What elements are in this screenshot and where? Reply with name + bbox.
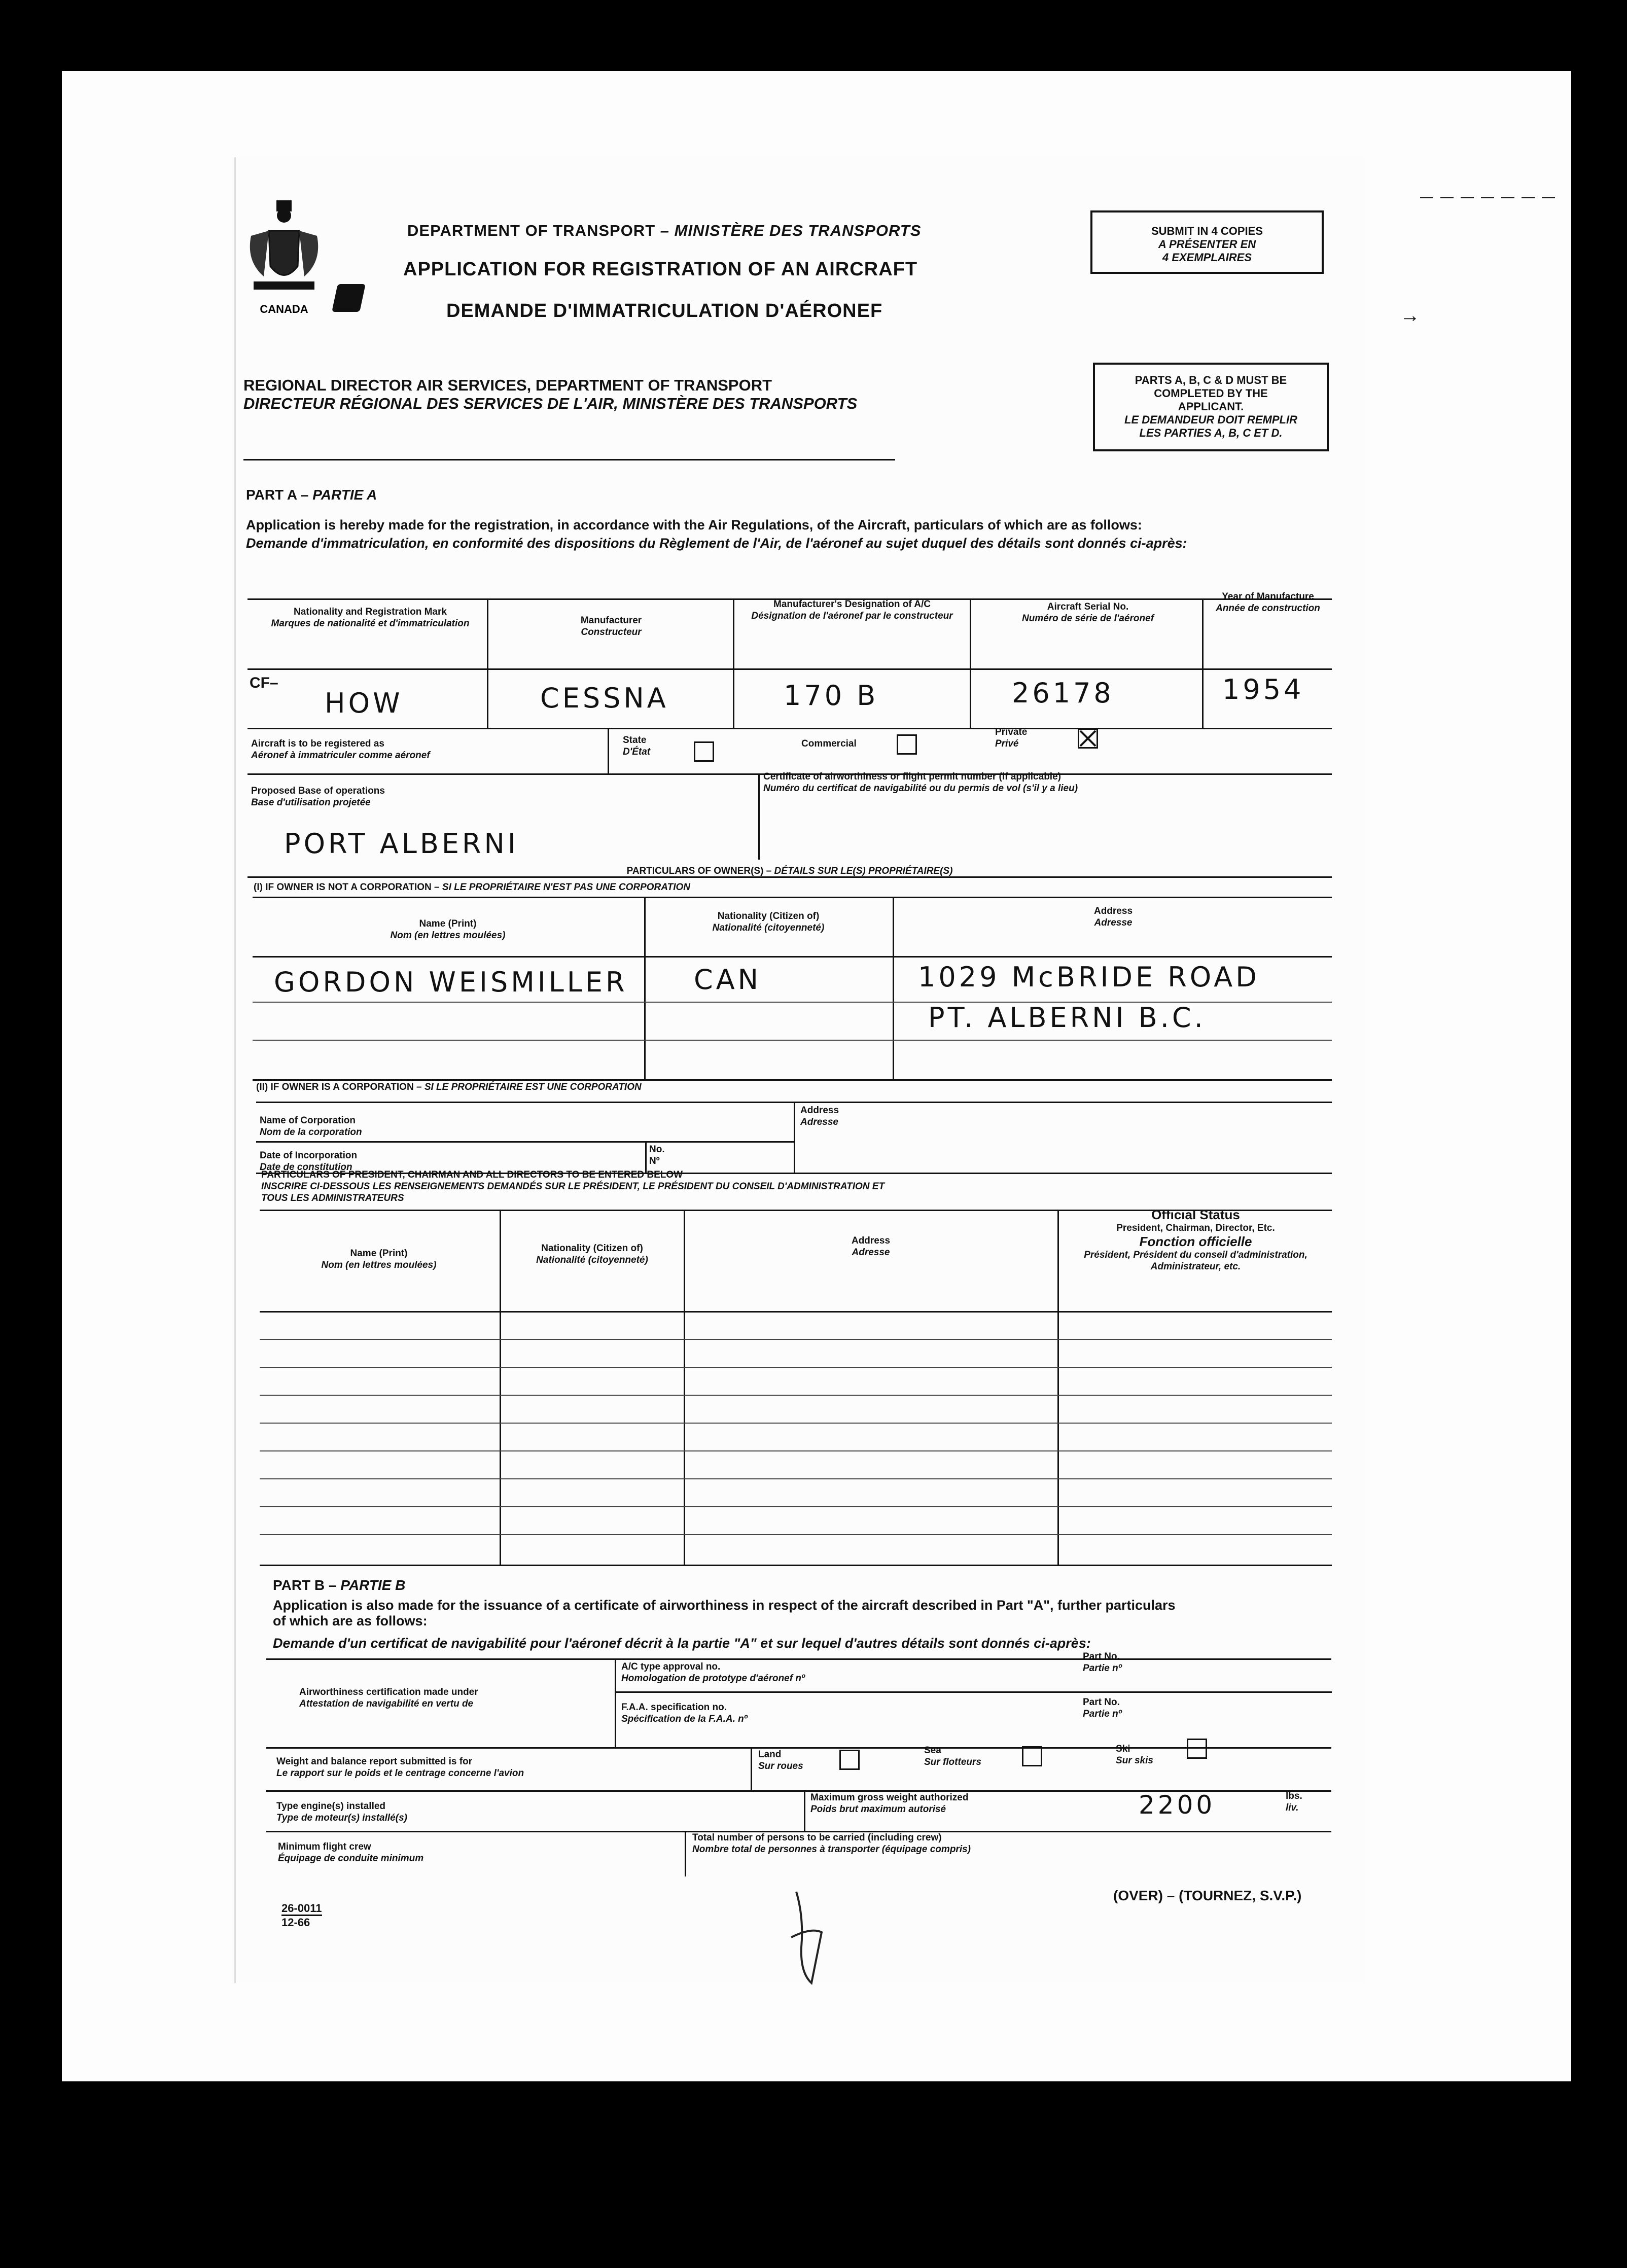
owner-name-header: Name (Print) Nom (en lettres moulées) [390,918,506,941]
part-a-intro-en: Application is hereby made for the registration, in accordance with the Air Regulations, of the Aircraft, particulars of which are as follows: [246,517,1142,533]
parts-instruction-box: PARTS A, B, C & D MUST BE COMPLETED BY THE APPLICANT. LE DEMANDEUR DOIT REMPLIR LES PARTIES A, B, C ET D. [1093,363,1329,451]
land-label: Land Sur roues [758,1749,803,1771]
no-label: No. Nº [649,1144,665,1166]
engine-label: Type engine(s) installed Type de moteur(s) installé(s) [276,1801,407,1823]
owner-nationality-header: Nationality (Citizen of) Nationalité (citoyenneté) [712,911,825,933]
form-title-fr: DEMANDE D'IMMATRICULATION D'AÉRONEF [446,300,883,322]
col-serial: Aircraft Serial No. Numéro de série de l'aéronef [1021,601,1154,624]
certificate-label: Certificate of airworthiness or flight permit number (if applicable) Numéro du certificat de navigabilité ou du permis de vol (s'il y a lieu) [763,771,1078,794]
commercial-label: Commercial [801,738,857,749]
country-label: CANADA [260,303,308,315]
col-nationality: Nationality and Registration Mark Marques de nationalité et d'immatriculation [271,607,470,629]
form-number: 26-0011 12-66 [281,1902,322,1929]
director-name-header: Name (Print) Nom (en lettres moulées) [321,1248,437,1270]
ski-label: Ski Sur skis [1116,1744,1153,1766]
part-a-intro-fr: Demande d'immatriculation, en conformité des dispositions du Règlement de l'Air, de l'aéronef au sujet duquel des détails sont donnés ci-après: [246,536,1187,551]
max-weight-label: Maximum gross weight authorized Poids brut maximum autorisé [810,1792,969,1815]
weight-balance-label: Weight and balance report submitted is for Le rapport sur le poids et le centrage concerne l'avion [276,1756,524,1779]
corp-address-label: Address Adresse [800,1105,839,1127]
lbs-label: lbs. liv. [1286,1791,1302,1813]
crew-label: Minimum flight crew Équipage de conduite minimum [278,1841,424,1864]
owners-heading: PARTICULARS OF OWNER(S) – DÉTAILS SUR LE(S) PROPRIÉTAIRE(S) [626,866,953,876]
base-value: PORT ALBERNI [284,828,519,860]
owner-address-line1: 1029 McBRIDE ROAD [918,961,1260,993]
col-manufacturer: Manufacturer Constructeur [580,615,642,637]
cf-prefix: CF– [250,675,278,691]
directors-heading: PARTICULARS OF PRESIDENT, CHAIRMAN AND ALL DIRECTORS TO BE ENTERED BELOW INSCRIRE CI-DESSOUS LES RENSEIGNEMENTS DEMANDÉS SUR LE PRÉSIDENT, LE PRÉSIDENT DU CONSEIL D'ADMINISTRATION ET TOUS LES ADMINISTRATEURS [261,1170,885,1203]
part-no-label-1: Part No. Partie nº [1083,1651,1122,1674]
state-label: State D'État [623,735,651,757]
col-year: Year of Manufacture Année de construction [1216,591,1320,614]
part-b-intro-en: Application is also made for the issuance of a certificate of airworthiness in respect of the aircraft described in Part "A", further particulars of which are as follows: [273,1598,1176,1628]
part-b-intro-fr: Demande d'un certificat de navigabilité pour l'aéronef décrit à la partie "A" et sur lequel d'autres détails sont donnés ci-après: [273,1636,1091,1651]
persons-label: Total number of persons to be carried (including crew) Nombre total de personnes à transporter (équipage compris) [692,1832,971,1855]
coat-of-arms-icon [241,200,327,317]
part-no-label-2: Part No. Partie nº [1083,1697,1122,1719]
individual-heading: (I) IF OWNER IS NOT A CORPORATION – SI LE PROPRIÉTAIRE N'EST PAS UNE CORPORATION [254,882,690,893]
manufacturer-value: CESSNA [540,682,669,714]
designation-value: 170 B [784,680,879,712]
form-title-en: APPLICATION FOR REGISTRATION OF AN AIRCRAFT [403,259,918,280]
faa-spec-label: F.A.A. specification no. Spécification de la F.A.A. nº [621,1702,748,1724]
checked-x-icon [1079,730,1097,747]
director-nationality-header: Nationality (Citizen of) Nationalité (citoyenneté) [536,1243,648,1265]
part-b-heading: PART B – PARTIE B [273,1577,406,1593]
registered-as-label: Aircraft is to be registered as Aéronef à immatriculer comme aéronef [251,738,430,761]
base-label: Proposed Base of operations Base d'utilisation projetée [251,786,385,808]
owner-address-header: Address Adresse [1093,906,1133,928]
type-approval-label: A/C type approval no. Homologation de prototype d'aéronef nº [621,1661,805,1684]
certification-label: Airworthiness certification made under Attestation de navigabilité en vertu de [299,1687,478,1709]
signature-mark [781,1887,832,1988]
arrow-mark: → [1400,304,1420,327]
part-a-heading: PART A – PARTIE A [246,487,377,503]
ink-blot [332,284,366,312]
sea-label: Sea Sur flotteurs [924,1745,981,1767]
ski-checkbox[interactable] [1187,1739,1207,1759]
serial-value: 26178 [1012,677,1114,709]
director-status-header: Official Status President, Chairman, Director, Etc. Fonction officielle Président, Président du conseil d'administration, Administrateur, etc. [1084,1207,1307,1272]
registration-value: HOW [325,687,403,719]
land-checkbox[interactable] [839,1750,860,1770]
incorporation-label: Date of Incorporation Date de constitution [260,1150,358,1173]
owner-name-value: GORDON WEISMILLER [274,966,628,998]
regional-director-fr: DIRECTEUR RÉGIONAL DES SERVICES DE L'AIR, MINISTÈRE DES TRANSPORTS [243,395,858,412]
over-note: (OVER) – (TOURNEZ, S.V.P.) [1113,1888,1302,1903]
private-label: Private Privé [995,727,1028,749]
submit-box: SUBMIT IN 4 COPIES A PRÉSENTER EN 4 EXEMPLAIRES [1090,210,1324,274]
department-title: DEPARTMENT OF TRANSPORT – MINISTÈRE DES TRANSPORTS [407,222,922,239]
director-address-header: Address Adresse [851,1235,891,1258]
corporation-heading: (II) IF OWNER IS A CORPORATION – SI LE PROPRIÉTAIRE EST UNE CORPORATION [256,1082,642,1092]
regional-director-en: REGIONAL DIRECTOR AIR SERVICES, DEPARTMENT OF TRANSPORT [243,376,772,394]
commercial-checkbox[interactable] [897,734,917,755]
corp-name-label: Name of Corporation Nom de la corporation [260,1115,362,1138]
year-value: 1954 [1222,674,1304,705]
col-designation: Manufacturer's Designation of A/C Désignation de l'aéronef par le constructeur [751,599,953,621]
owner-nationality-value: CAN [694,964,762,996]
sea-checkbox[interactable] [1022,1746,1042,1766]
max-weight-value: 2200 [1139,1790,1216,1820]
private-checkbox[interactable] [1078,728,1098,749]
owner-address-line2: PT. ALBERNI B.C. [928,1002,1206,1034]
state-checkbox[interactable] [694,741,714,762]
